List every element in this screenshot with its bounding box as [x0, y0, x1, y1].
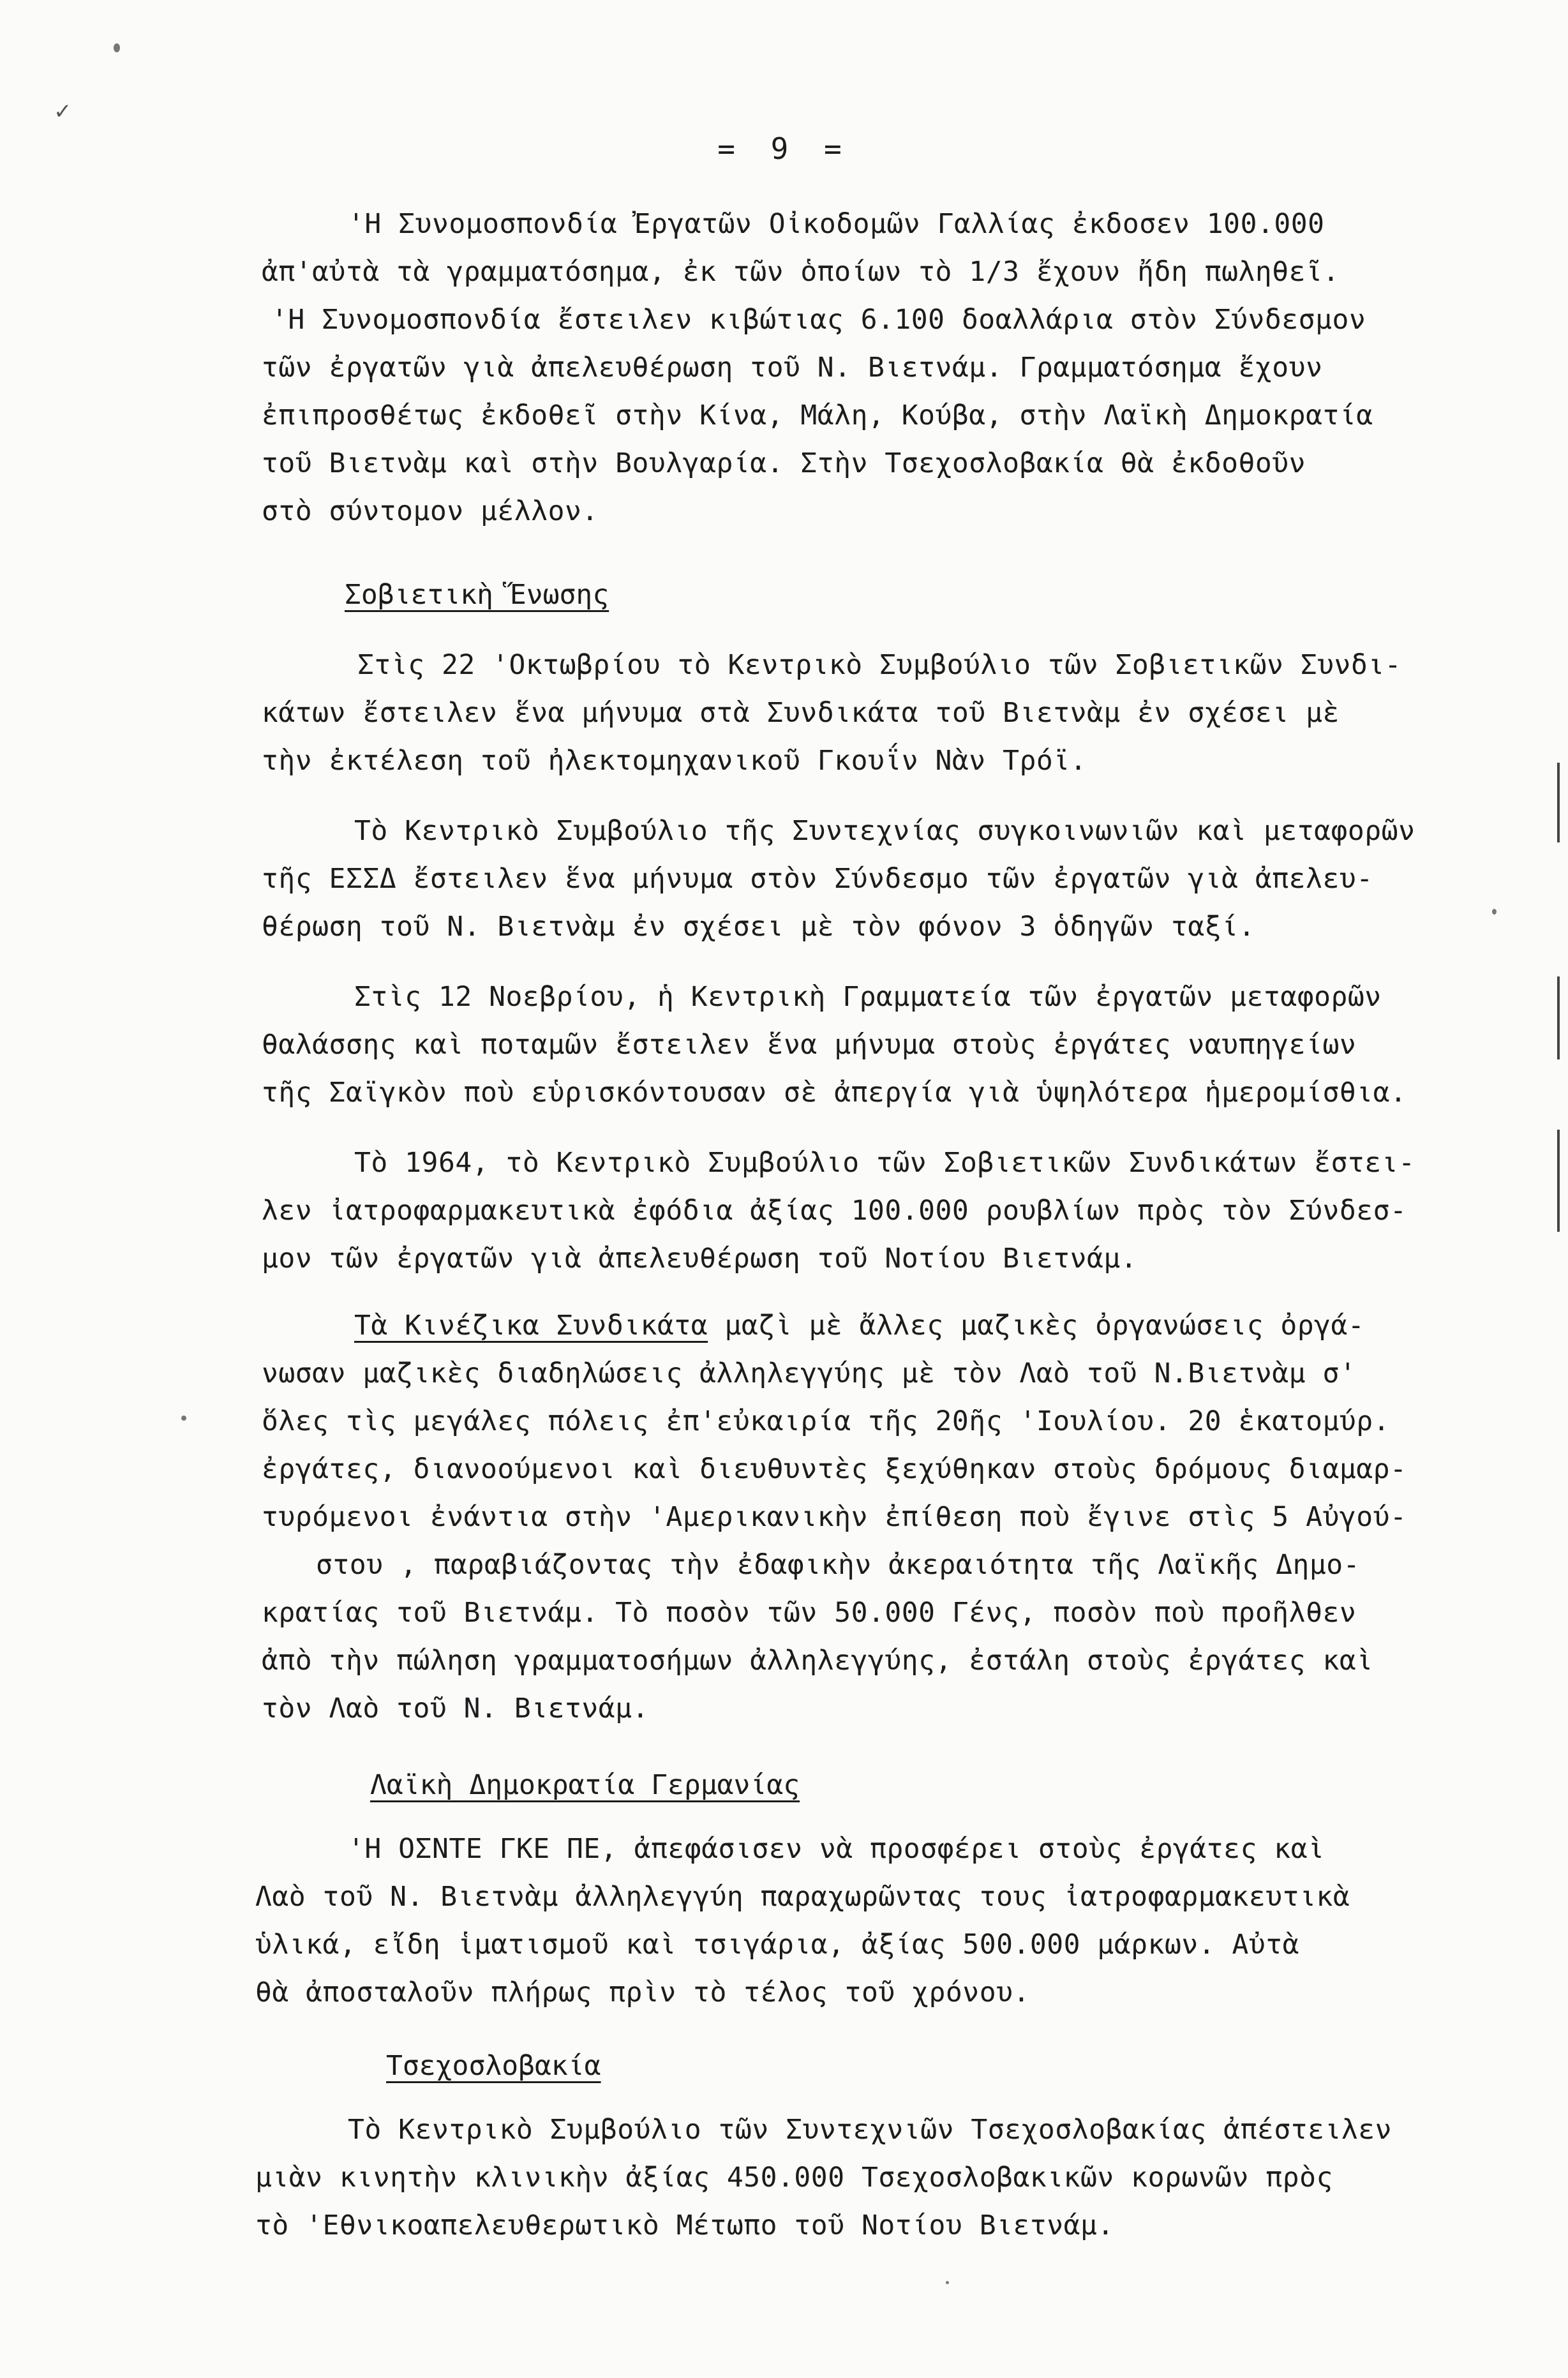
text-line: λεν ἰατροφαρμακευτικὰ ἐφόδια ἀξίας 100.000 ρουβλίων πρὸς τὸν Σύνδεσ- [262, 1195, 1407, 1227]
text-line: στου , παραβιάζοντας τὴν ἐδαφικὴν ἀκεραιότητα τῆς Λαϊκῆς Δημο- [316, 1549, 1361, 1581]
text-line: 'Η ΟΣΝΤΕ ΓΚΕ ΠΕ, ἀπεφάσισεν νὰ προσφέρει στοὺς ἐργάτες καὶ [348, 1833, 1325, 1865]
text-line: μον τῶν ἐργατῶν γιὰ ἀπελευθέρωση τοῦ Νοτίου Βιετνάμ. [262, 1243, 1138, 1275]
scan-edge-line [1557, 1130, 1560, 1232]
scan-speck [1492, 909, 1497, 915]
text-line: τὸ 'Εθνικοαπελευθερωτικὸ Μέτωπο τοῦ Νοτίου Βιετνάμ. [255, 2210, 1114, 2241]
text-line: κάτων ἔστειλεν ἕνα μήνυμα στὰ Συνδικάτα τοῦ Βιετνὰμ ἐν σχέσει μὲ [262, 697, 1340, 729]
text-line: ἀπὸ τὴν πώληση γραμματοσήμων ἀλληλεγγύης, ἐστάλη στοὺς ἐργάτες καὶ [262, 1645, 1373, 1677]
text-line: στὸ σύντομον μέλλον. [262, 495, 599, 527]
scan-edge-line [1557, 763, 1560, 842]
section-heading-soviet-union: Σοβιετικὴ Ἕνωσης [345, 579, 609, 611]
section-heading-gdr: Λαϊκὴ Δημοκρατία Γερμανίας [370, 1769, 800, 1801]
text-line: μιὰν κινητὴν κλινικὴν ἀξίας 450.000 Τσεχοσλοβακικῶν κορωνῶν πρὸς [255, 2162, 1333, 2194]
scan-speck [946, 2281, 949, 2284]
text-line: Στὶς 12 Νοεβρίου, ἡ Κεντρικὴ Γραμματεία τῶν ἐργατῶν μεταφορῶν [354, 981, 1382, 1013]
text-line: τῆς Σαϊγκὸν ποὺ εὑρισκόντουσαν σὲ ἀπεργία γιὰ ὑψηλότερα ἡμερομίσθια. [262, 1077, 1407, 1109]
text-line: Τὸ Κεντρικὸ Συμβούλιο τῶν Συντεχνιῶν Τσεχοσλοβακίας ἀπέστειλεν [348, 2114, 1393, 2146]
text-line: 'Η Συνομοσπονδία ἔστειλεν κιβώτιας 6.100 δοαλλάρια στὸν Σύνδεσμον [271, 304, 1366, 336]
text-line: τὴν ἐκτέλεση τοῦ ἠλεκτομηχανικοῦ Γκουΐν Νὰν Τρόϊ. [262, 745, 1087, 777]
text-line: ἐπιπροσθέτως ἐκδοθεῖ στὴν Κίνα, Μάλη, Κούβα, στὴν Λαϊκὴ Δημοκρατία [262, 400, 1373, 431]
text-line: θὰ ἀποσταλοῦν πλήρως πρὶν τὸ τέλος τοῦ χρόνου. [255, 1977, 1030, 2008]
text-line: νωσαν μαζικὲς διαδηλώσεις ἀλληλεγγύης μὲ τὸν Λαὸ τοῦ Ν.Βιετνὰμ σ' [262, 1357, 1357, 1389]
text-line: τυρόμενοι ἐνάντια στὴν 'Αμερικανικὴν ἐπίθεση ποὺ ἔγινε στὶς 5 Αὐγού- [262, 1501, 1407, 1533]
text-line: ἀπ'αὐτὰ τὰ γραμματόσημα, ἐκ τῶν ὁποίων τὸ 1/3 ἔχουν ἤδη πωληθεῖ. [262, 256, 1340, 288]
text-line: τὸν Λαὸ τοῦ Ν. Βιετνάμ. [262, 1693, 649, 1724]
text-line: Τὸ Κεντρικὸ Συμβούλιο τῆς Συντεχνίας συγκοινωνιῶν καὶ μεταφορῶν [354, 815, 1415, 847]
text-line: Τὸ 1964, τὸ Κεντρικὸ Συμβούλιο τῶν Σοβιετικῶν Συνδικάτων ἔστει- [354, 1147, 1415, 1179]
text-line: θέρωση τοῦ Ν. Βιετνὰμ ἐν σχέσει μὲ τὸν φόνον 3 ὁδηγῶν ταξί. [262, 911, 1255, 943]
text-line: ὑλικά, εἴδη ἱματισμοῦ καὶ τσιγάρια, ἀξίας 500.000 μάρκων. Αὐτὰ [255, 1929, 1300, 1961]
text-run: μαζὶ μὲ ἄλλες μαζικὲς ὀργανώσεις ὀργά- [708, 1310, 1365, 1342]
scan-edge-line [1557, 976, 1560, 1059]
text-line: θαλάσσης καὶ ποταμῶν ἔστειλεν ἕνα μήνυμα στοὺς ἐργάτες ναυπηγείων [262, 1029, 1357, 1061]
text-line: κρατίας τοῦ Βιετνάμ. Τὸ ποσὸν τῶν 50.000 Γένς, ποσὸν ποὺ προῆλθεν [262, 1597, 1357, 1629]
scan-speck [181, 1416, 186, 1421]
page-number: = 9 = [717, 131, 851, 166]
text-line: τῶν ἐργατῶν γιὰ ἀπελευθέρωση τοῦ Ν. Βιετνάμ. Γραμματόσημα ἔχουν [262, 352, 1323, 384]
scan-tick-mark: ✓ [54, 99, 72, 124]
scan-speck [114, 43, 120, 52]
text-line: 'Η Συνομοσπονδία Ἐργατῶν Οἰκοδομῶν Γαλλίας ἐκδοσεν 100.000 [348, 208, 1325, 240]
text-line: τοῦ Βιετνὰμ καὶ στὴν Βουλγαρία. Στὴν Τσεχοσλοβακία θὰ ἐκδοθοῦν [262, 447, 1306, 479]
text-line: ἐργάτες, διανοούμενοι καὶ διευθυντὲς ξεχύθηκαν στοὺς δρόμους διαμαρ- [262, 1453, 1407, 1485]
text-line: τῆς ΕΣΣΔ ἔστειλεν ἕνα μήνυμα στὸν Σύνδεσμο τῶν ἐργατῶν γιὰ ἀπελευ- [262, 863, 1373, 895]
text-line: Λαὸ τοῦ Ν. Βιετνὰμ ἀλληλεγγύη παραχωρῶντας τους ἰατροφαρμακευτικὰ [255, 1881, 1350, 1913]
text-line: ὅλες τὶς μεγάλες πόλεις ἐπ'εὐκαιρία τῆς 20ῆς 'Ιουλίου. 20 ἑκατομύρ. [262, 1405, 1391, 1437]
text-line [354, 1302, 1364, 1350]
text-line: Στὶς 22 'Οκτωβρίου τὸ Κεντρικὸ Συμβούλιο τῶν Σοβιετικῶν Συνδι- [357, 649, 1402, 681]
section-heading-chinese-unions: Τὰ Κινέζικα Συνδικάτα [354, 1310, 708, 1342]
section-heading-czechoslovakia: Τσεχοσλοβακία [386, 2050, 601, 2082]
